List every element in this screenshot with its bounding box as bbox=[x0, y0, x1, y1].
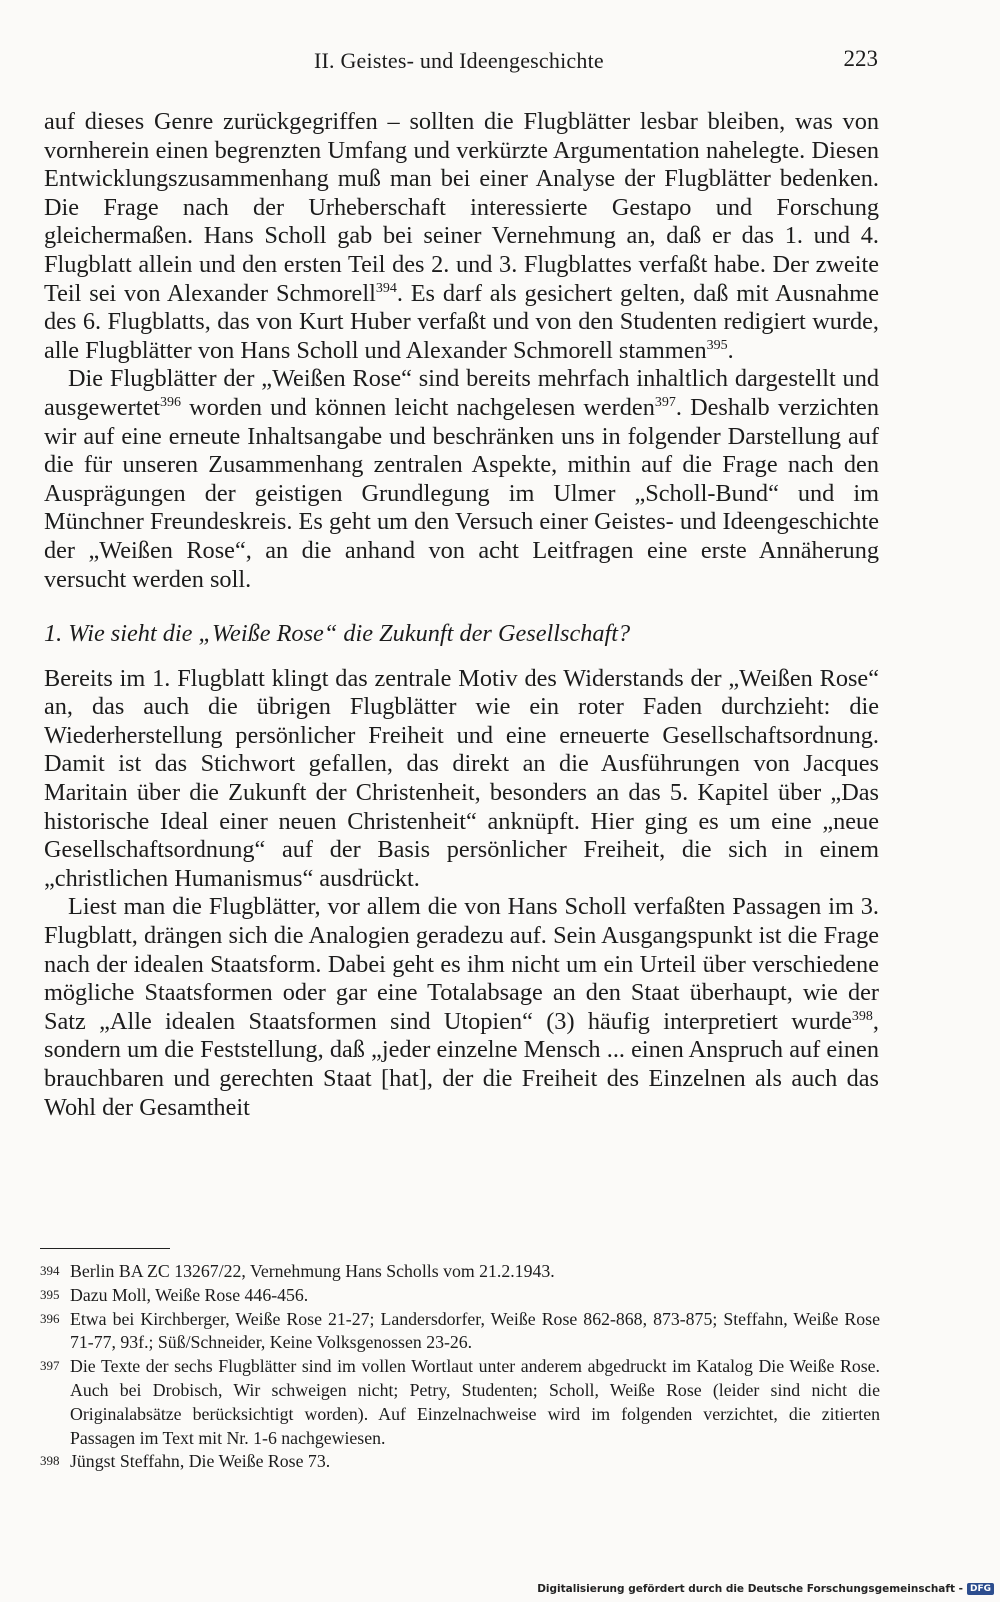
footnote-number: 395 bbox=[40, 1286, 60, 1302]
page-header bbox=[0, 46, 1000, 78]
running-head: II. Geistes- und Ideengeschichte bbox=[314, 48, 604, 73]
paragraph-2: Die Flugblätter der „Weißen Rose“ sind bereits mehrfach inhaltlich dargestellt und ausgewertet$^{396}$ worden und können leicht nachgelesen werden$^{397}$. Deshalb verzichten wir auf eine erneute Inhaltsangabe und beschränken uns in folgender Darstellung auf die für unseren Zusammenhang zentralen Aspekte, mithin auf die Frage nach den Ausprägungen der geistigen Grundlegung im Ulmer „Scholl-Bund“ und im Münchner Freundeskreis. Es geht um den Versuch einer Geistes- und Ideengeschichte der „Weißen Rose“, an die anhand von acht Leitfragen eine erste Annäherung versucht werden soll. bbox=[44, 365, 879, 593]
credit-text: Digitalisierung gefördert durch die Deutsche Forschungsgemeinschaft - bbox=[537, 1583, 963, 1595]
footnote-text: Jüngst Steffahn, Die Weiße Rose 73. bbox=[70, 1451, 331, 1472]
footnote-ref-398[interactable]: 398 bbox=[851, 1008, 873, 1024]
footnote-396 bbox=[40, 1308, 880, 1356]
footnote-number: 397 bbox=[40, 1358, 60, 1374]
footnote-text: Die Texte der sechs Flugblätter sind im vollen Wortlaut unter anderem abgedruckt im Katalog Die Weiße Rose. Auch bei Drobisch, Wir schweigen nicht; Petry, Studenten; Scholl, Weiße Rose (leider sind nicht die Originalabsätze berücksichtigt worden). Auf Einzelnachweise wird im folgenden verzichtet, die zitierten Passagen im Text mit Nr. 1-6 nachgewiesen. bbox=[70, 1356, 880, 1448]
footnote-text: Berlin BA ZC 13267/22, Vernehmung Hans Scholls vom 21.2.1943. bbox=[70, 1261, 555, 1281]
digitization-credit bbox=[537, 1580, 994, 1598]
footnote-397 bbox=[40, 1355, 880, 1450]
section-heading: 1. Wie sieht die „Weiße Rose“ die Zukunft der Gesellschaft? bbox=[44, 620, 631, 648]
paragraph-1: auf dieses Genre zurückgegriffen – sollten die Flugblätter lesbar bleiben, was von vornherein einen begrenzten Umfang und verkürzte Argumentation nahelegte. Diesen Entwicklungszusammenhang muß man bei einer Analyse der Flugblätter bedenken. Die Frage nach der Urheberschaft interessierte Gestapo und Forschung gleichermaßen. Hans Scholl gab bei seiner Vernehmung an, daß er das 1. und 4. Flugblatt allein und den ersten Teil des 2. und 3. Flugblattes verfaßt habe. Der zweite Teil sei von Alexander Schmorell$^{394}$. Es darf als gesichert gelten, daß mit Ausnahme des 6. Flugblatts, das von Kurt Huber verfaßt und von den Studenten redigiert wurde, alle Flugblätter von Hans Scholl und Alexander Schmorell stammen$^{395}$. bbox=[44, 108, 879, 364]
footnote-394 bbox=[40, 1260, 880, 1284]
body-text bbox=[44, 108, 879, 1122]
footnote-ref-396[interactable]: 396 bbox=[160, 394, 182, 410]
footnote-395 bbox=[40, 1284, 880, 1308]
footnotes bbox=[40, 1260, 880, 1474]
footnote-398 bbox=[40, 1450, 880, 1474]
paragraph-4: Liest man die Flugblätter, vor allem die von Hans Scholl verfaßten Passagen im 3. Flugblatt, drängen sich die Analogien geradezu auf. Sein Ausgangspunkt ist die Frage nach der idealen Staatsform. Dabei geht es ihm nicht um ein Urteil über verschiedene mögliche Staatsformen oder gar eine Totalabsage an den Staat überhaupt, wie der Satz „Alle idealen Staatsformen sind Utopien“ (3) häufig interpretiert wurde$^{398}$, sondern um die Feststellung, daß „jeder einzelne Mensch ... einen Anspruch auf einen brauchbaren und gerechten Staat [hat], der die Freiheit des Einzelnen als auch das Wohl der Gesamtheit bbox=[44, 893, 879, 1121]
footnote-ref-394[interactable]: 394 bbox=[375, 280, 397, 296]
footnote-number: 396 bbox=[40, 1310, 60, 1326]
footnote-text: Etwa bei Kirchberger, Weiße Rose 21-27; Landersdorfer, Weiße Rose 862-868, 873-875; Steffahn, Weiße Rose 71-77, 93f.; Süß/Schneider, Keine Volksgenossen 23-26. bbox=[70, 1308, 880, 1353]
dfg-logo-icon: DFG bbox=[967, 1583, 994, 1595]
footnote-number: 394 bbox=[40, 1263, 60, 1278]
paragraph-3: Bereits im 1. Flugblatt klingt das zentrale Motiv des Widerstands der „Weißen Rose“ an, das auch die übrigen Flugblätter wie ein roter Faden durchzieht: die Wiederherstellung persönlicher Freiheit und eine erneuerte Gesellschaftsordnung. Damit ist das Stichwort gefallen, das direkt an die Ausführungen von Jacques Maritain über die Zukunft der Christenheit, besonders an das 5. Kapitel über „Das historische Ideal einer neuen Christenheit“ anknüpft. Hier ging es um eine „neue Gesellschaftsordnung“ auf der Basis persönlicher Freiheit, die sich in einem „christlichen Humanismus“ ausdrückt. bbox=[44, 664, 879, 892]
footnote-ref-395[interactable]: 395 bbox=[706, 337, 728, 353]
page-number: 223 bbox=[843, 46, 878, 71]
footnote-number: 398 bbox=[40, 1453, 60, 1469]
footnote-text: Dazu Moll, Weiße Rose 446-456. bbox=[70, 1284, 309, 1305]
footnote-ref-397[interactable]: 397 bbox=[654, 394, 676, 410]
footnote-divider bbox=[40, 1248, 170, 1249]
